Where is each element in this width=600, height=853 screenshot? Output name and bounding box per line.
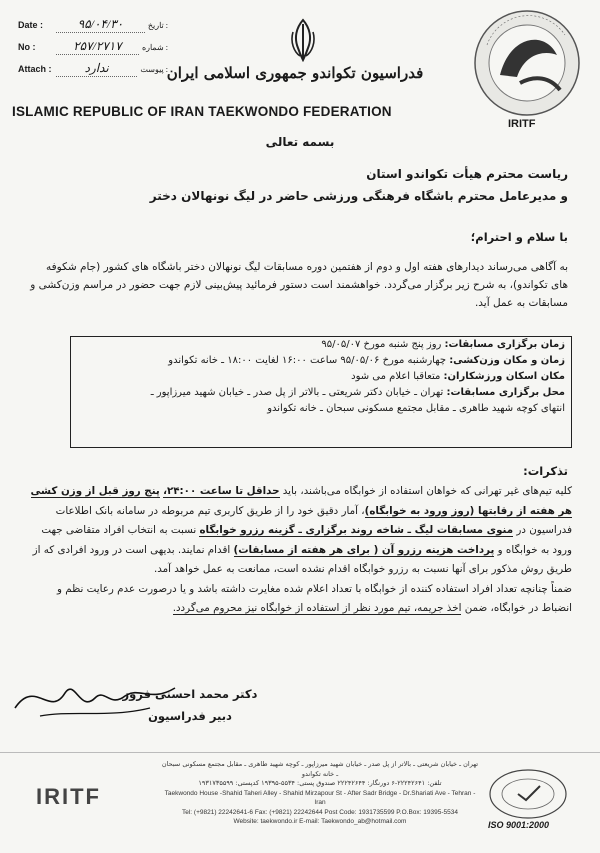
number-label: No : — [18, 42, 36, 52]
footer-web-en: Website: taekwondo.ir E-mail: Taekwondo_ab@hotmail.com — [233, 818, 407, 825]
footer-divider — [0, 752, 600, 753]
footer-address-fa: تهران ـ خیابان شریعتی ـ بالاتر از پل صدر ـ خیابان شهید میرزاپور ـ کوچه شهید طاهری ـ مقابل مجتمع مسکونی سبحان ـ خانه تکواندو — [161, 760, 479, 778]
attach-row — [18, 58, 168, 80]
schedule-line-venue-cont — [71, 401, 571, 417]
schedule-line-competition-time — [71, 337, 571, 353]
note-emphasis: پنج روز قبل از وزن کشی هر هفته از رقابتها (روز ورود به خوابگاه) — [30, 485, 572, 517]
notes-title: تذکرات: — [523, 464, 568, 478]
footer-phone-fa: تلفن: ۲۲۲۴۲۶۴۱-۶ دورنگار: ۲۲۲۴۲۶۴۴ صندوق پستی: ۵۵۳۴-۱۹۳۹۵ کدپستی: ۱۹۳۱۷۳۵۵۹۹ — [198, 779, 442, 787]
footer-logo: IRITF — [36, 784, 101, 809]
schedule-label: زمان و مکان وزن‌کشی: — [449, 355, 565, 366]
schedule-line-accommodation — [71, 369, 571, 385]
schedule-value: چهارشنبه مورخ ۹۵/۰۵/۰۶ ساعت ۱۶:۰۰ لغایت ۱۸:۰۰ ـ خانه تکواندو — [168, 355, 450, 366]
schedule-value: متعاقبا اعلام می شود — [351, 371, 444, 382]
logo-caption: IRITF — [508, 118, 536, 130]
footer-phone-en: Tel: (+9821) 22242641-6 Fax: (+9821) 22242644 Post Code: 1931735599 P.O.Box: 19395-5534 — [182, 808, 458, 816]
federation-name-en: ISLAMIC REPUBLIC OF IRAN TAEKWONDO FEDERATION — [12, 104, 392, 119]
recipient-line-1: ریاست محترم هیأت تکواندو استان — [366, 167, 568, 181]
greeting: با سلام و احترام؛ — [470, 230, 568, 244]
note-emphasis: پرداخت هزینه رزرو آن ( برای هر هفته از مسابقات) — [233, 543, 495, 556]
iso-seal-icon — [488, 768, 568, 820]
note-text: نسبت به انتخاب افراد متقاضی جهت ورود به خوابگاه و — [41, 524, 572, 556]
number-value: ۲۵۷/۲۷۱۷ — [56, 39, 139, 55]
note-text: اقدام نمایند. بدیهی است در ورود افرادی که از طریق روش مذکور برای آنها نسبت به رزرو خوابگاه اقدام نشده است، ممانعت به عمل خواهد آمد. — [32, 543, 572, 575]
federation-logo-icon — [465, 5, 590, 130]
signature-block — [115, 683, 265, 727]
footer-address-en: Taekwondo House -Shahid Taheri Alley - Shahid Mirzapour St - After Sadr Bridge - Dr.Shariati Ave - Tehran - Iran — [164, 789, 476, 806]
notes-body — [27, 482, 572, 619]
number-row — [18, 36, 168, 58]
attach-label: Attach : — [18, 64, 52, 74]
date-value: ۹۵/۰۴/۳۰ — [56, 17, 145, 33]
date-label-fa: تاریخ : — [147, 20, 168, 30]
note-emphasis: حداقل تا ساعت ۲۴:۰۰، — [163, 485, 280, 497]
schedule-value: انتهای کوچه شهید طاهری ـ مقابل مجتمع مسکونی سبحان ـ خانه تکواندو — [267, 403, 565, 414]
iran-emblem-icon — [288, 18, 318, 62]
signer-title: دبیر فدراسیون — [148, 709, 232, 723]
letter-meta — [18, 14, 168, 80]
attach-value: ندارد — [56, 61, 137, 77]
schedule-box — [70, 336, 572, 448]
recipient-line-2: و مدیرعامل محترم باشگاه فرهنگی ورزشی حاضر در لیگ نونهالان دختر — [149, 189, 568, 203]
schedule-value: تهران ـ خیابان دکتر شریعتی ـ بالاتر از پل صدر ـ خیابان شهید میرزاپور ـ — [150, 387, 447, 398]
note-emphasis: منوی مسابقات لیگ ـ شاخه روند برگزاری ـ گزینه رزرو خوابگاه — [199, 524, 514, 536]
number-label-fa: شماره : — [141, 42, 168, 52]
footer-contact — [160, 760, 480, 827]
date-label: Date : — [18, 20, 44, 30]
note-text: کلیه تیم‌های غیر تهرانی که خواهان استفاده از خوابگاه می‌باشند، باید — [279, 485, 572, 497]
schedule-label: محل برگزاری مسابقات: — [446, 387, 565, 398]
schedule-label: مکان اسکان ورزشکاران: — [443, 371, 565, 382]
bismillah: بسمه تعالی — [265, 135, 335, 149]
iso-caption: ISO 9001:2000 — [488, 820, 550, 830]
attach-label-fa: پیوست : — [140, 64, 168, 74]
note-emphasis: اخذ جریمه، تیم مورد نظر از استفاده از خوابگاه نیز محروم می‌گردد. — [172, 602, 462, 614]
signer-name: دکتر محمد احسنی فروز — [122, 687, 258, 701]
note-text: ضمناً چنانچه تعداد افراد استفاده کننده از خوابگاه با تعداد اعلام شده مغایرت داشته باشد و یا درصورت عدم رعایت نظم و انضباط در خوابگاه، ضمن — [56, 582, 572, 614]
date-row — [18, 14, 168, 36]
federation-name-fa: فدراسیون تکواندو جمهوری اسلامی ایران — [166, 64, 424, 82]
schedule-line-venue — [71, 385, 571, 401]
note-text: ، آمار دقیق خود را از طریق کاربری تیم مربوطه در سامانه بانک اطلاعات فدراسیون در — [55, 504, 572, 536]
intro-paragraph: به آگاهی می‌رساند دیدارهای هفته اول و دوم از هفتمین دوره مسابقات لیگ نونهالان دختر باشگاه های کشور (جام شکوفه های تکواندو)، به شرح زیر برگزار می‌گردد. خواهشمند است دستور فرمائید پیش‌بینی لازم جهت حضور در مراسم وزن‌کشی و مسابقات به عمل آید. — [30, 261, 568, 309]
schedule-label: زمان برگزاری مسابقات: — [444, 339, 565, 350]
schedule-value: روز پنج شنبه مورخ ۹۵/۰۵/۰۷ — [321, 339, 445, 350]
schedule-line-weigh-in — [71, 353, 571, 369]
